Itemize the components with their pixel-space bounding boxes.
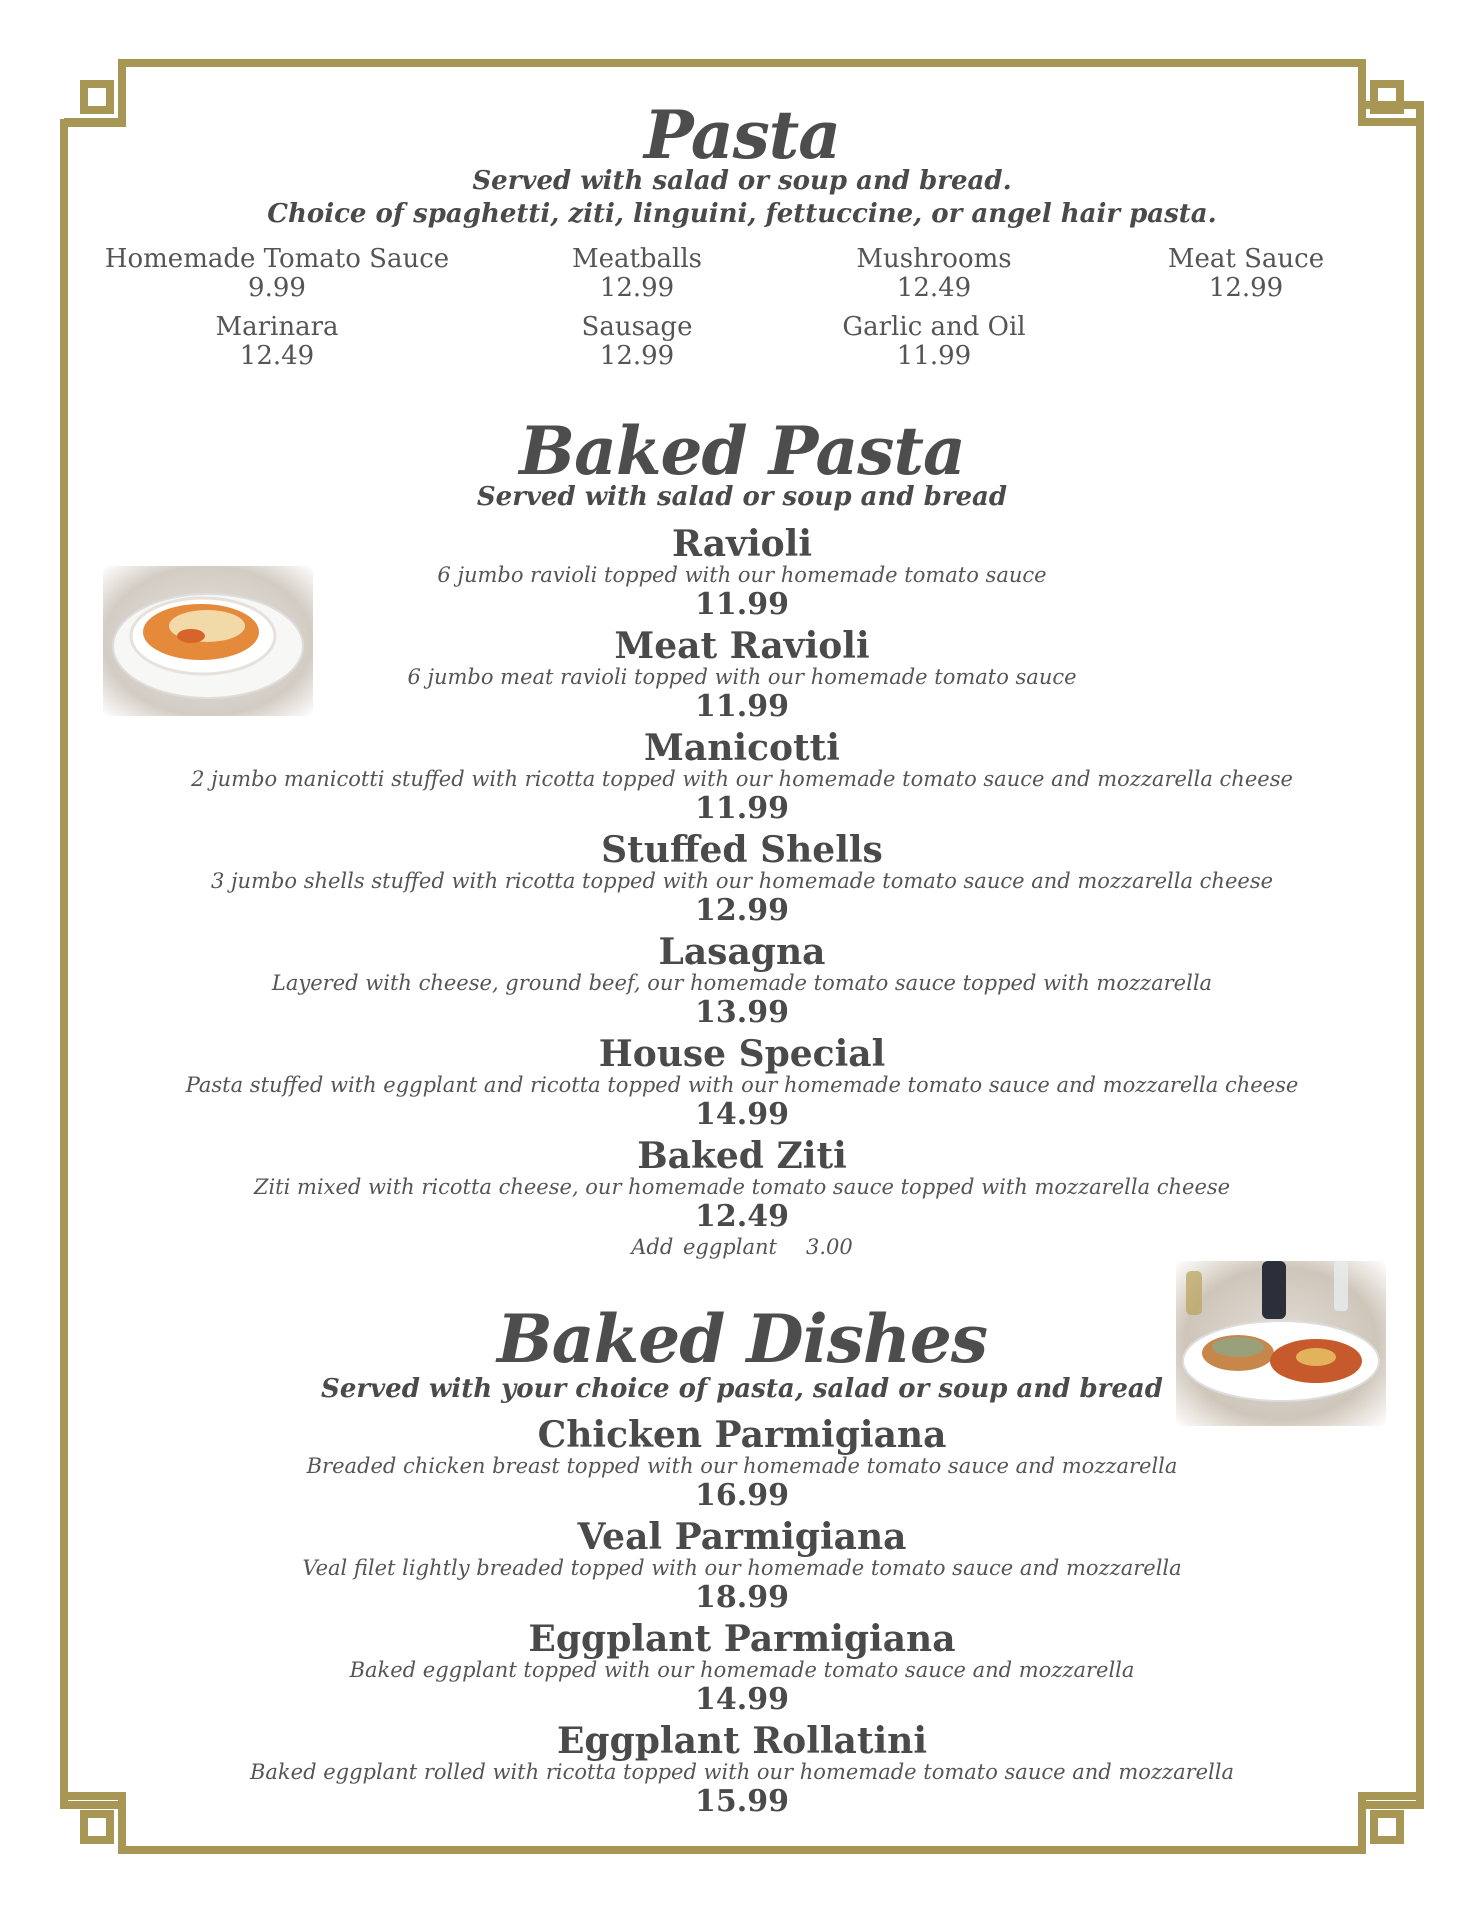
pasta-item-price: 12.49 (239, 341, 315, 371)
menu-item-price: 11.99 (695, 791, 789, 826)
menu-item-name: Eggplant Parmigiana (528, 1618, 956, 1660)
pasta-subtitle-2: Choice of spaghetti, ziti, linguini, fettuccine, or angel hair pasta. (267, 199, 1217, 229)
menu-item (0, 627, 1484, 724)
pasta-item-price: 9.99 (248, 273, 306, 303)
pasta-item-price: 12.49 (896, 273, 972, 303)
menu-item (0, 1518, 1484, 1615)
menu-item-description: 2 jumbo manicotti stuffed with ricotta topped with our homemade tomato sauce and mozzarella cheese (191, 767, 1293, 791)
menu-item-name: Veal Parmigiana (577, 1516, 907, 1558)
menu-item-name: Ravioli (671, 523, 813, 565)
baked-dishes-subtitle: Served with your choice of pasta, salad or soup and bread (321, 1374, 1163, 1404)
menu-item-description: Layered with cheese, ground beef, our homemade tomato sauce topped with mozzarella (271, 971, 1213, 995)
menu-item-price: 12.49 (695, 1199, 789, 1234)
pasta-item-price: 12.99 (599, 273, 675, 303)
menu-item-price: 14.99 (695, 1097, 789, 1132)
menu-item-price: 11.99 (695, 587, 789, 622)
menu-item (0, 1416, 1484, 1513)
menu-item (0, 1035, 1484, 1132)
menu-item-name: Lasagna (658, 931, 826, 973)
menu-item-price: 18.99 (695, 1580, 789, 1615)
pasta-subtitle-1: Served with salad or soup and bread. (472, 166, 1012, 196)
menu-item-price: 11.99 (695, 689, 789, 724)
baked-dishes-section-title: Baked Dishes (497, 1300, 987, 1378)
menu-item-description: Baked eggplant rolled with ricotta topped with our homemade tomato sauce and mozzarella (249, 1760, 1235, 1784)
menu-item (0, 933, 1484, 1030)
menu-item-price: 14.99 (695, 1682, 789, 1717)
menu-item (0, 525, 1484, 622)
menu-item-price: 16.99 (695, 1478, 789, 1513)
pasta-item-name: Garlic and Oil (842, 312, 1026, 342)
pasta-item (724, 313, 1144, 371)
pasta-item (67, 313, 487, 371)
menu-item-description: 6 jumbo meat ravioli topped with our homemade tomato sauce (407, 665, 1077, 689)
menu-item (0, 1137, 1484, 1260)
menu-item-price: 13.99 (695, 995, 789, 1030)
pasta-section-title: Pasta (643, 96, 841, 174)
pasta-item-price: 11.99 (896, 341, 972, 371)
pasta-item-name: Marinara (215, 312, 339, 342)
menu-item-description: Pasta stuffed with eggplant and ricotta topped with our homemade tomato sauce and mozzarella cheese (185, 1073, 1299, 1097)
menu-item (0, 729, 1484, 826)
pasta-item-price: 12.99 (1208, 273, 1284, 303)
menu-item-description: 6 jumbo ravioli topped with our homemade tomato sauce (437, 563, 1047, 587)
menu-item-name: Chicken Parmigiana (537, 1414, 947, 1456)
menu-item-description: Ziti mixed with ricotta cheese, our homemade tomato sauce topped with mozzarella cheese (253, 1175, 1231, 1199)
menu-item-price: 15.99 (695, 1784, 789, 1819)
pasta-item-name: Mushrooms (856, 244, 1012, 274)
pasta-item-name: Sausage (581, 312, 693, 342)
menu-item-name: Eggplant Rollatini (556, 1720, 928, 1762)
menu-item-name: Baked Ziti (637, 1135, 847, 1177)
menu-item-description: Veal filet lightly breaded topped with our homemade tomato sauce and mozzarella (302, 1556, 1182, 1580)
menu-item-name: Stuffed Shells (601, 829, 883, 871)
menu-item-description: Breaded chicken breast topped with our homemade tomato sauce and mozzarella (306, 1454, 1178, 1478)
menu-item-name: Meat Ravioli (614, 625, 870, 667)
menu-item-description: 3 jumbo shells stuffed with ricotta topped with our homemade tomato sauce and mozzarella cheese (210, 869, 1274, 893)
menu-item-name: Manicotti (644, 727, 840, 769)
pasta-item-price: 12.99 (599, 341, 675, 371)
pasta-item (67, 245, 487, 303)
baked-pasta-subtitle: Served with salad or soup and bread (476, 482, 1008, 512)
menu-item (0, 1620, 1484, 1717)
pasta-item-name: Meat Sauce (1167, 244, 1325, 274)
menu-item (0, 831, 1484, 928)
menu-item-description: Baked eggplant topped with our homemade tomato sauce and mozzarella (349, 1658, 1135, 1682)
menu-item (0, 1722, 1484, 1819)
pasta-item-name: Meatballs (571, 244, 703, 274)
pasta-item-name: Homemade Tomato Sauce (104, 244, 450, 274)
baked-pasta-section-title: Baked Pasta (519, 412, 965, 490)
menu-item-name: House Special (598, 1033, 886, 1075)
pasta-item (1036, 245, 1456, 303)
menu-item-addon: Add eggplant 3.00 (631, 1235, 853, 1259)
menu-item-price: 12.99 (695, 893, 789, 928)
